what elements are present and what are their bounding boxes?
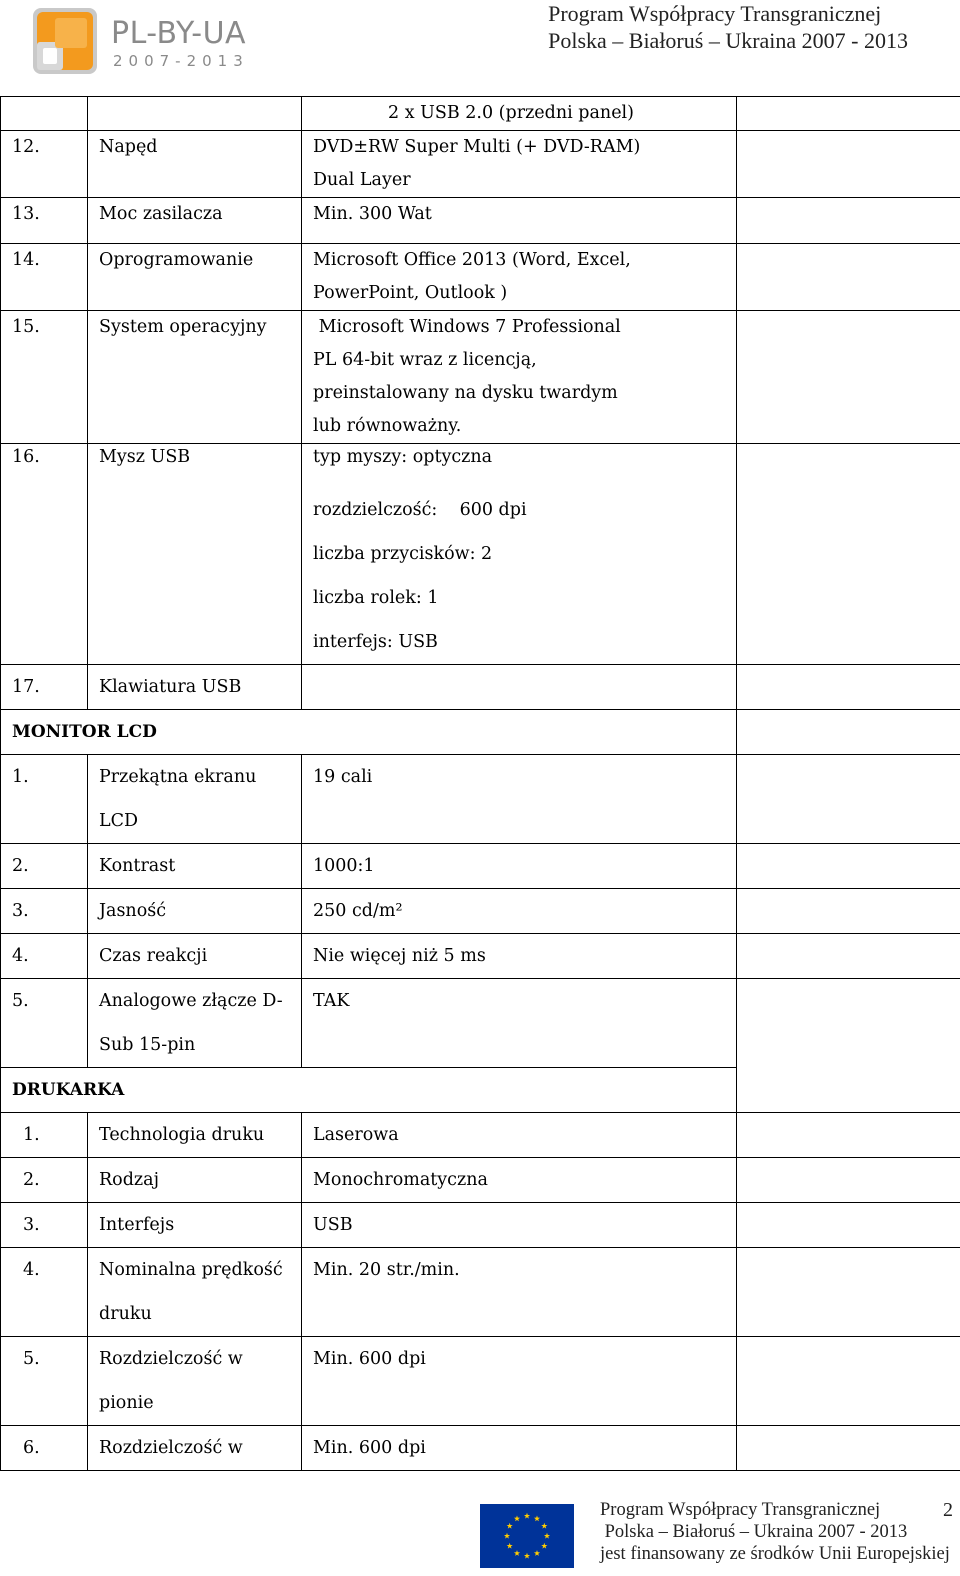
row-value <box>302 131 737 198</box>
row-extra <box>737 97 960 131</box>
row-value <box>302 198 737 244</box>
row-number: 5. <box>1 979 88 1068</box>
parameter-line: druku <box>99 1304 152 1324</box>
row-value: Min. 600 dpi <box>302 1337 737 1426</box>
header-title <box>548 0 908 54</box>
section-title: DRUKARKA <box>1 1068 737 1113</box>
row-extra <box>737 979 960 1068</box>
row-number: 1. <box>1 1113 88 1158</box>
row-number: 5. <box>1 1337 88 1426</box>
value-line: Dual Layer <box>313 170 411 190</box>
row-extra <box>737 311 960 444</box>
value-line: PL 64-bit wraz z licencją, <box>313 350 537 370</box>
row-number: 13. <box>1 198 88 244</box>
row-extra <box>737 934 960 979</box>
value-line: 2 x USB 2.0 (przedni panel) <box>388 103 634 123</box>
row-extra <box>737 198 960 244</box>
row-value <box>302 97 737 131</box>
row-value <box>302 444 737 665</box>
row-number: 1. <box>1 755 88 844</box>
row-extra <box>737 1426 960 1471</box>
table-row <box>1 665 960 710</box>
table-row <box>1 979 960 1068</box>
row-extra <box>737 1203 960 1248</box>
value-line: Microsoft Windows 7 Professional <box>313 317 621 337</box>
value-line: PowerPoint, Outlook ) <box>313 283 508 303</box>
logo-years: 2007-2013 <box>113 52 249 70</box>
row-extra <box>737 1248 960 1337</box>
row-parameter <box>88 97 302 131</box>
parameter-line: Analogowe złącze D- <box>99 991 283 1011</box>
table-row <box>1 244 960 311</box>
row-value: Min. 20 str./min. <box>302 1248 737 1337</box>
row-number: 15. <box>1 311 88 444</box>
section-row-monitor <box>1 710 960 755</box>
header-title-line1: Program Współpracy Transgranicznej <box>548 1 882 26</box>
parameter-line: pionie <box>99 1393 154 1413</box>
row-number: 4. <box>1 934 88 979</box>
row-extra <box>737 844 960 889</box>
value-line: typ myszy: optyczna <box>313 447 493 467</box>
row-parameter <box>88 755 302 844</box>
row-parameter: Kontrast <box>88 844 302 889</box>
row-value <box>302 665 737 710</box>
row-extra <box>737 131 960 198</box>
footer-line2: Polska – Białoruś – Ukraina 2007 - 2013 <box>600 1522 908 1542</box>
row-extra <box>737 1158 960 1203</box>
row-parameter: Napęd <box>88 131 302 198</box>
footer-line1: Program Współpracy Transgranicznej <box>600 1500 881 1520</box>
row-parameter <box>88 1337 302 1426</box>
table-row <box>1 934 960 979</box>
table-row <box>1 1113 960 1158</box>
parameter-line: Rozdzielczość w <box>99 1349 243 1369</box>
parameter-line: Sub 15-pin <box>99 1035 196 1055</box>
row-extra <box>737 755 960 844</box>
row-parameter: Oprogramowanie <box>88 244 302 311</box>
table-row <box>1 1426 960 1471</box>
table-row <box>1 131 960 198</box>
value-line: Microsoft Office 2013 (Word, Excel, <box>313 250 631 270</box>
table-row <box>1 889 960 934</box>
row-number: 2. <box>1 844 88 889</box>
section-title: MONITOR LCD <box>1 710 737 755</box>
parameter-line: Przekątna ekranu <box>99 767 257 787</box>
table-row <box>1 444 960 665</box>
spec-table <box>0 96 960 1471</box>
row-extra <box>737 889 960 934</box>
row-value: Min. 600 dpi <box>302 1426 737 1471</box>
row-value: Laserowa <box>302 1113 737 1158</box>
row-parameter: Technologia druku <box>88 1113 302 1158</box>
row-parameter <box>88 979 302 1068</box>
page-number: 2 <box>943 1499 953 1521</box>
table-row <box>1 1203 960 1248</box>
eu-flag-icon <box>480 1504 574 1568</box>
row-value: 19 cali <box>302 755 737 844</box>
row-parameter: Rozdzielczość w <box>88 1426 302 1471</box>
row-number: 12. <box>1 131 88 198</box>
row-parameter: Rodzaj <box>88 1158 302 1203</box>
row-value <box>302 244 737 311</box>
table-row <box>1 1337 960 1426</box>
row-number: 3. <box>1 889 88 934</box>
value-line: liczba przycisków: 2 <box>313 544 493 564</box>
row-extra <box>737 244 960 311</box>
section-row-printer <box>1 1068 960 1113</box>
row-parameter: Moc zasilacza <box>88 198 302 244</box>
row-value: TAK <box>302 979 737 1068</box>
row-parameter: Mysz USB <box>88 444 302 665</box>
value-line: lub równoważny. <box>313 416 462 436</box>
row-number: 2. <box>1 1158 88 1203</box>
row-value: Monochromatyczna <box>302 1158 737 1203</box>
row-number: 6. <box>1 1426 88 1471</box>
value-line: Min. 300 Wat <box>313 204 432 224</box>
header-title-line2: Polska – Białoruś – Ukraina 2007 - 2013 <box>548 28 908 53</box>
table-row <box>1 1248 960 1337</box>
footer-line3: jest finansowany ze środków Unii Europejskiej <box>600 1544 950 1564</box>
table-row <box>1 311 960 444</box>
row-value: Nie więcej niż 5 ms <box>302 934 737 979</box>
value-line: DVD±RW Super Multi (+ DVD-RAM) <box>313 137 641 157</box>
table-row <box>1 1158 960 1203</box>
value-line: interfejs: USB <box>313 632 438 652</box>
row-number: 3. <box>1 1203 88 1248</box>
table-row <box>1 755 960 844</box>
row-extra <box>737 665 960 710</box>
footer-text <box>600 1499 950 1565</box>
parameter-line: Nominalna prędkość <box>99 1260 283 1280</box>
parameter-line: LCD <box>99 811 139 831</box>
program-logo <box>33 8 263 78</box>
row-value: 1000:1 <box>302 844 737 889</box>
row-number: 14. <box>1 244 88 311</box>
table-row <box>1 97 960 131</box>
row-parameter: System operacyjny <box>88 311 302 444</box>
row-parameter: Klawiatura USB <box>88 665 302 710</box>
row-parameter <box>88 1248 302 1337</box>
row-value: 250 cd/m² <box>302 889 737 934</box>
row-extra <box>737 1337 960 1426</box>
row-extra <box>737 1068 960 1113</box>
value-line: rozdzielczość: 600 dpi <box>313 500 527 520</box>
value-line: preinstalowany na dysku twardym <box>313 383 618 403</box>
row-number: 17. <box>1 665 88 710</box>
row-extra <box>737 1113 960 1158</box>
row-value: USB <box>302 1203 737 1248</box>
table-row <box>1 198 960 244</box>
logo-mark-icon <box>33 8 97 74</box>
row-parameter: Czas reakcji <box>88 934 302 979</box>
value-line: liczba rolek: 1 <box>313 588 439 608</box>
row-number: 4. <box>1 1248 88 1337</box>
row-parameter: Jasność <box>88 889 302 934</box>
row-value <box>302 311 737 444</box>
logo-text: PL-BY-UA <box>111 16 247 51</box>
row-number <box>1 97 88 131</box>
row-extra <box>737 444 960 665</box>
row-number: 16. <box>1 444 88 665</box>
row-parameter: Interfejs <box>88 1203 302 1248</box>
row-extra <box>737 710 960 755</box>
table-row <box>1 844 960 889</box>
